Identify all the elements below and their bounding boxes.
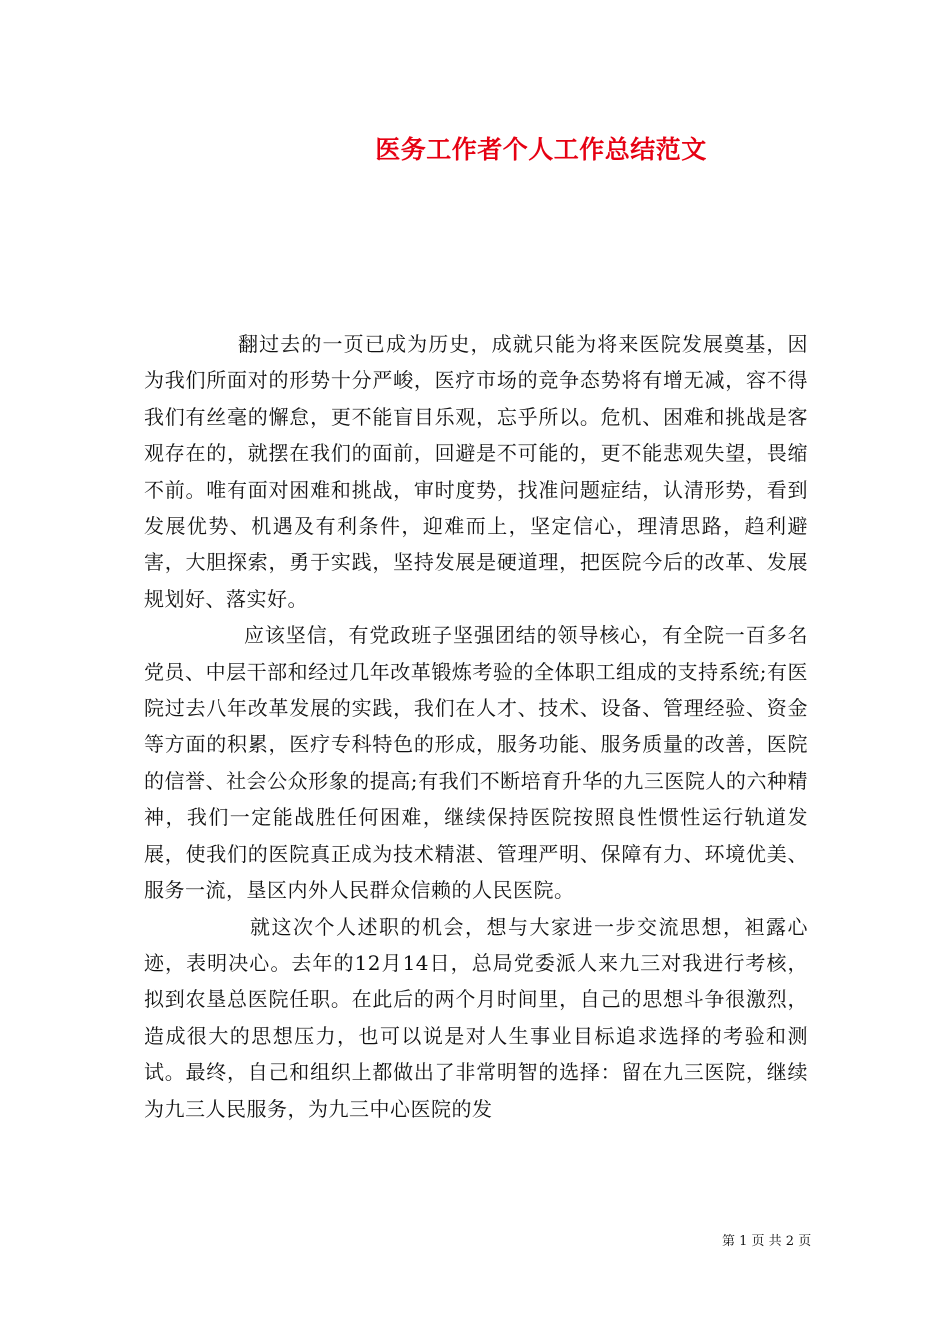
document-body xyxy=(144,326,808,1127)
paragraph-2: 应该坚信，有党政班子坚强团结的领导核心，有全院一百多名党员、中层干部和经过几年改革锻炼考验的全体职工组成的支持系统;有医院过去八年改革发展的实践，我们在人才、技术、设备、管理经验、资金等方面的积累，医疗专科特色的形成，服务功能、服务质量的改善，医院的信誉、社会公众形象的提高;有我们不断培育升华的九三医院人的六种精神，我们一定能战胜任何困难，继续保持医院按照良性惯性运行轨道发展，使我们的医院真正成为技术精湛、管理严明、保障有力、环境优美、服务一流，垦区内外人民群众信赖的人民医院。 xyxy=(144,623,808,903)
paragraph-3: 就这次个人述职的机会，想与大家进一步交流思想，袒露心迹，表明决心。去年的12月14日，总局党委派人来九三对我进行考核，拟到农垦总医院任职。在此后的两个月时间里，自己的思想斗争很激烈，造成很大的思想压力，也可以说是对人生事业目标追求选择的考验和测试。最终，自己和组织上都做出了非常明智的选择：留在九三医院，继续为九三人民服务，为九三中心医院的发 xyxy=(144,914,808,1121)
page-number-footer: 第 1 页 共 2 页 xyxy=(722,1234,812,1249)
paragraph-1: 翻过去的一页已成为历史，成就只能为将来医院发展奠基，因为我们所面对的形势十分严峻，医疗市场的竞争态势将有增无减，容不得我们有丝毫的懈怠，更不能盲目乐观，忘乎所以。危机、困难和挑战是客观存在的，就摆在我们的面前，回避是不可能的，更不能悲观失望，畏缩不前。唯有面对困难和挑战，审时度势，找准问题症结，认清形势，看到发展优势、机遇及有利条件，迎难而上，坚定信心，理清思路，趋利避害，大胆探索，勇于实践，坚持发展是硬道理，把医院今后的改革、发展规划好、落实好。 xyxy=(144,332,808,611)
document-title: 医务工作者个人工作总结范文 xyxy=(375,135,707,164)
